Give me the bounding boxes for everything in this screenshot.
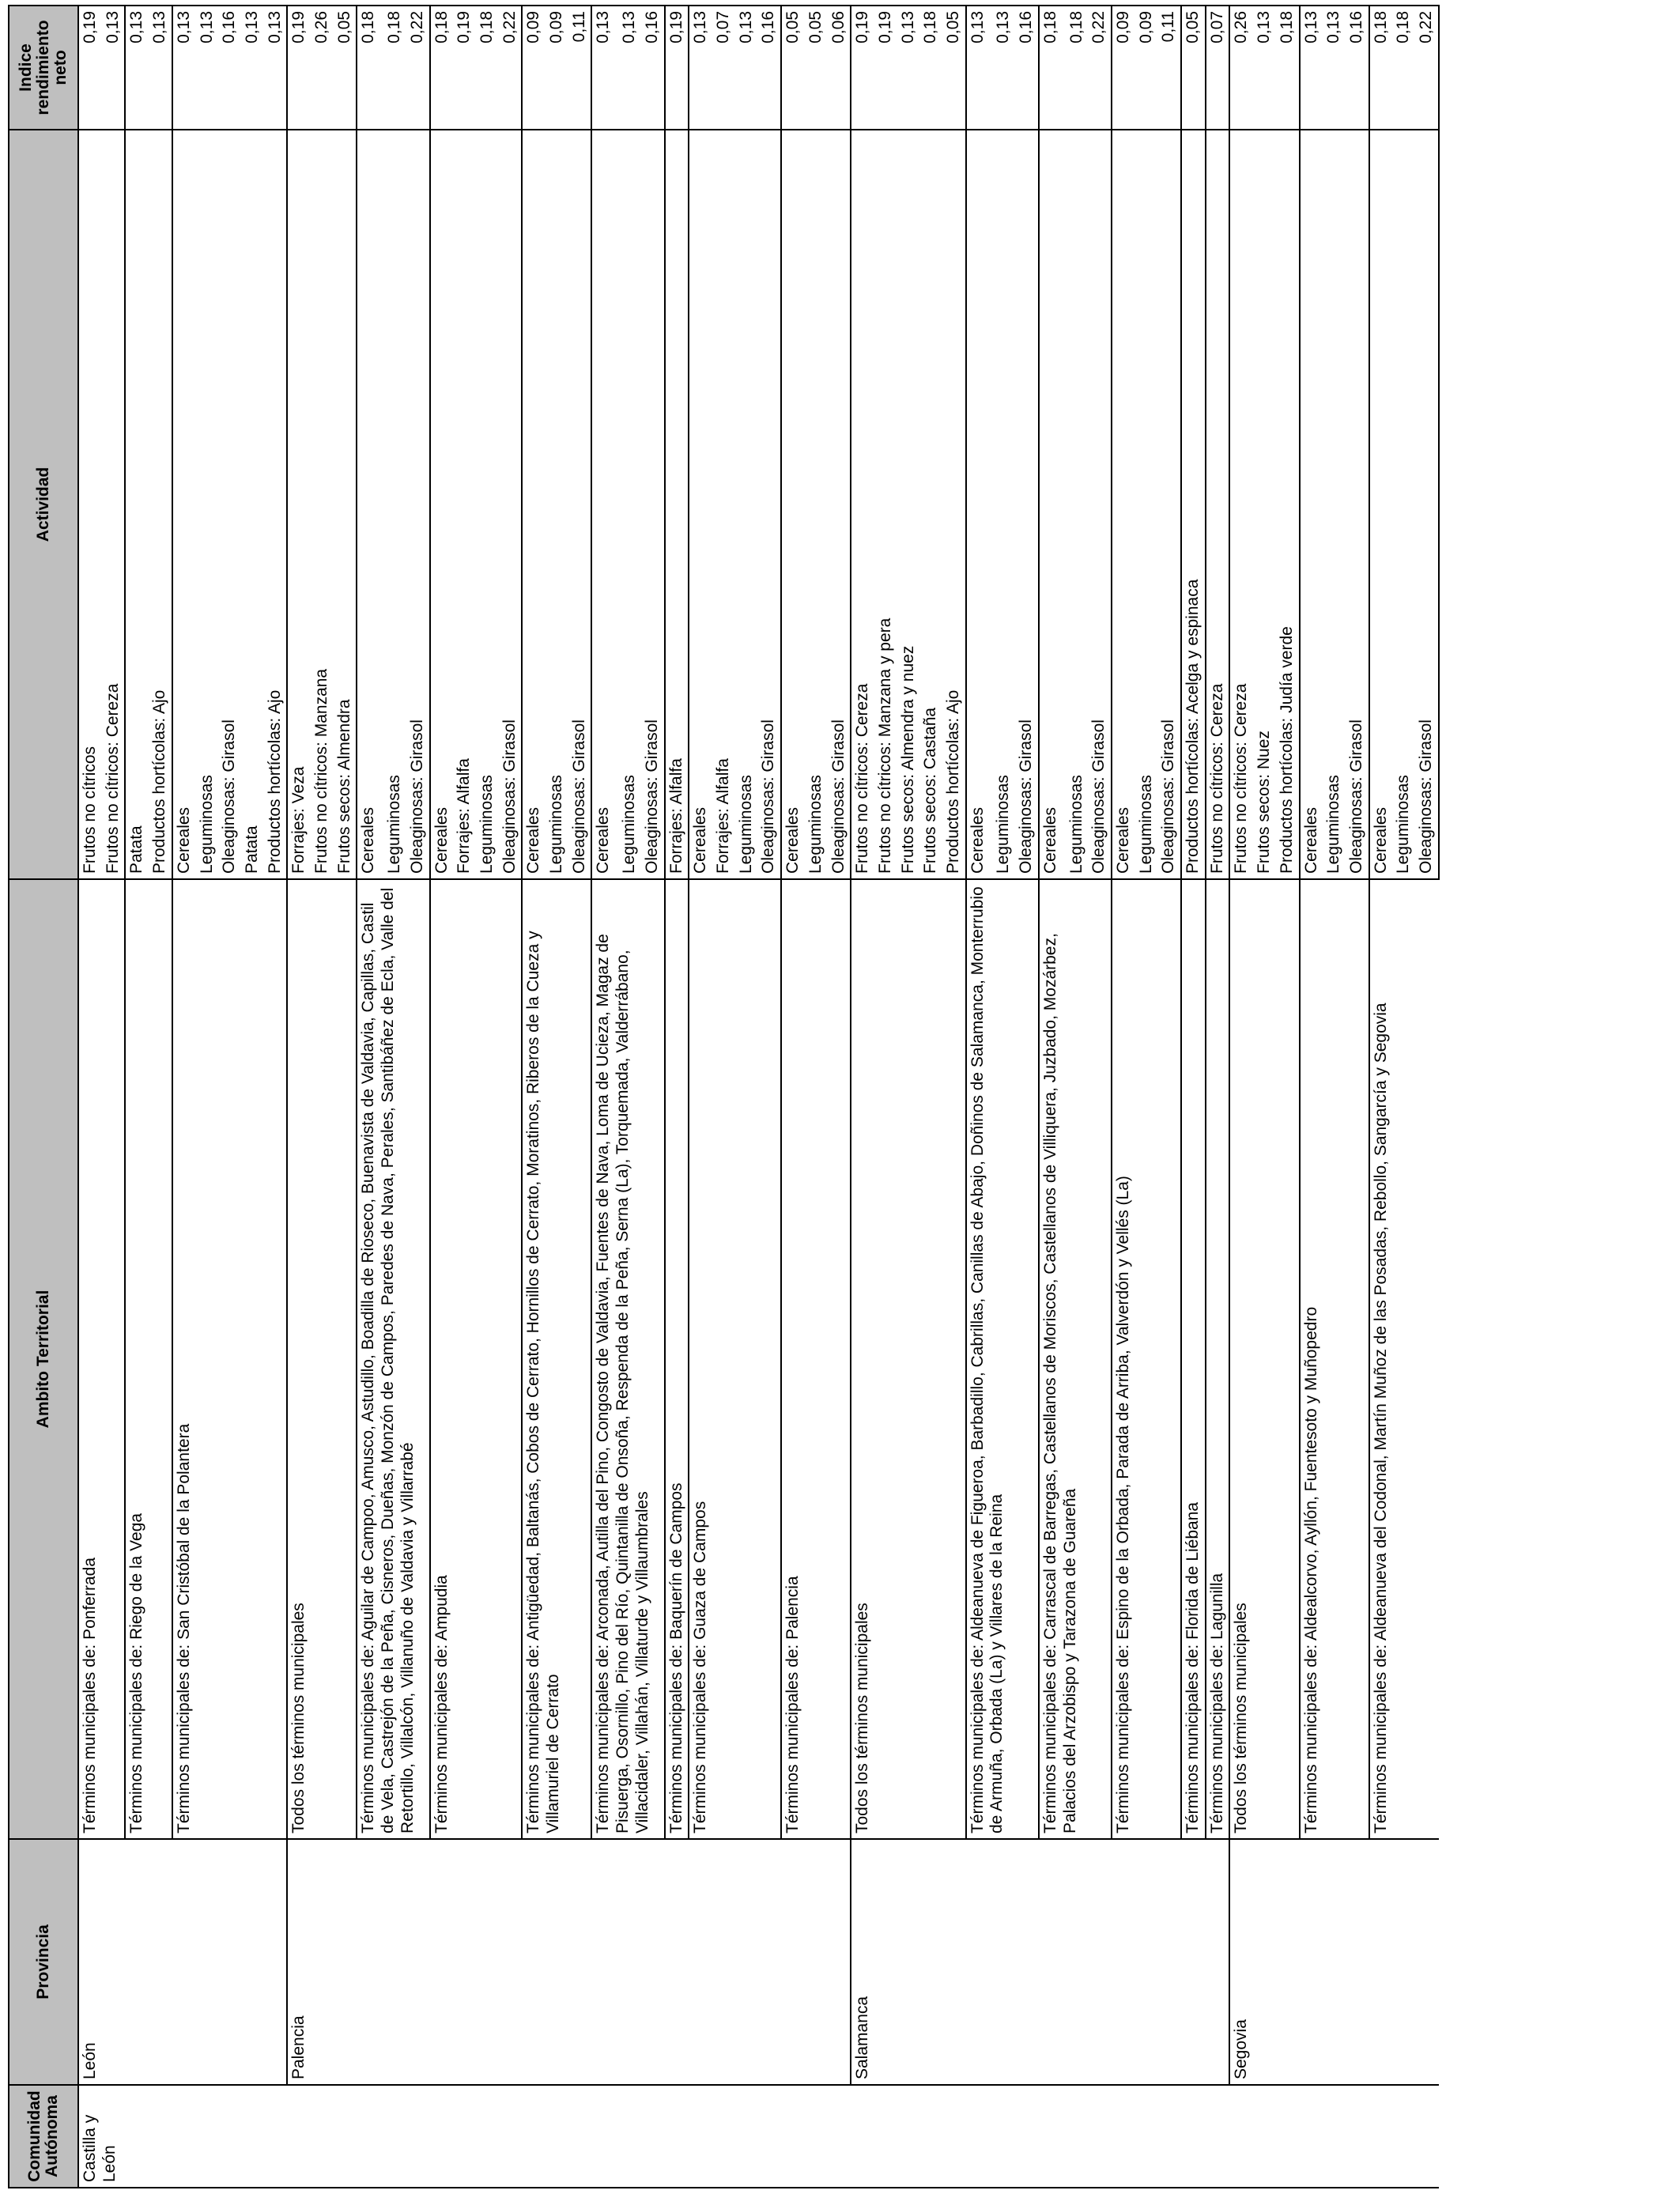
actividad-cell: Frutos secos: Almendra y nuez (897, 130, 920, 879)
comunidad-label: Castilla y León (81, 2114, 119, 2182)
ambito-cell (1039, 879, 1112, 1839)
actividad-cell: Cereales (591, 130, 615, 879)
actividad-cell: Productos hortícolas: Judía verde (1276, 130, 1300, 879)
actividad-cell: Oleaginosas: Girasol (218, 130, 241, 879)
indice-cell: 0,18 (383, 6, 406, 130)
indice-cell: 0,13 (897, 6, 920, 130)
ambito-cell (591, 879, 664, 1839)
actividad-cell: Oleaginosas: Girasol (1346, 130, 1369, 879)
indice-cell: 0,05 (942, 6, 966, 130)
actividad-cell: Cereales (172, 130, 196, 879)
indice-cell: 0,13 (196, 6, 219, 130)
ambito-cell (357, 879, 429, 1839)
indice-cell: 0,18 (1369, 6, 1393, 130)
ambito-text: Términos municipales de: Palencia (783, 1576, 802, 1833)
actividad-cell: Leguminosas (1323, 130, 1346, 879)
indice-cell: 0,16 (757, 6, 781, 130)
indice-cell: 0,16 (218, 6, 241, 130)
actividad-cell: Forrajes: Veza (287, 130, 311, 879)
indice-cell: 0,09 (522, 6, 546, 130)
actividad-cell: Frutos no cítricos: Cereza (1229, 130, 1253, 879)
indice-cell: 0,13 (125, 6, 149, 130)
provincia-label: Segovia (1232, 2019, 1251, 2079)
ambito-cell (1112, 879, 1181, 1839)
indice-cell: 0,18 (476, 6, 499, 130)
actividad-cell: Oleaginosas: Girasol (641, 130, 665, 879)
ambito-text: Términos municipales de: Guaza de Campos (691, 1501, 710, 1833)
actividad-cell: Frutos secos: Castaña (919, 130, 942, 879)
indice-cell: 0,16 (1015, 6, 1039, 130)
indice-cell: 0,09 (1135, 6, 1158, 130)
actividad-cell: Cereales (689, 130, 712, 879)
actividad-cell: Cereales (1039, 130, 1063, 879)
actividad-cell: Leguminosas (735, 130, 758, 879)
ambito-text: Términos municipales de: Riego de la Vega (127, 1512, 146, 1833)
actividad-cell: Frutos no cítricos: Manzana y pera (874, 130, 897, 879)
indice-cell: 0,07 (1206, 6, 1230, 130)
actividad-cell: Productos hortícolas: Acelga y espinaca (1181, 130, 1206, 879)
provincia-cell (1229, 1839, 1438, 2085)
ambito-text: Términos municipales de: Aldeanueva de Figueroa, Barbadillo, Cabrillas, Canillas de Abajo, Doñinos de Salamanca, Monterrubio de Armuña, Orbada (La) y Villares de la Reina (968, 886, 1006, 1833)
provincia-label: León (81, 2042, 99, 2079)
ambito-cell (1229, 879, 1299, 1839)
indice-cell: 0,26 (311, 6, 334, 130)
ambito-text: Términos municipales de: Arconada, Autilla del Pino, Congosto de Valdavia, Fuentes de Nava, Loma de Ucieza, Magaz de Pisuerga, Osornillo, Pino del Río, Quintanilla de Onsoña, Respenda de la Peña, Serna (La), Torquemada, Valderrábano, Villacidaler, Villahán, Villaturde y Villaumbrales (594, 934, 651, 1833)
ambito-text: Todos los términos municipales (853, 1603, 872, 1833)
header-actividad: Actividad (9, 130, 78, 879)
indice-cell: 0,13 (241, 6, 264, 130)
ambito-text: Términos municipales de: Aguilar de Campoo, Amusco, Astudillo, Boadilla de Rioseco, Buenavista de Valdavia, Capillas, Castil de Vela, Castrejón de la Peña, Cisneros, Dueñas, Monzón de Campos, Paredes de Nava, Perales, Santibáñez de Ecla, Valle del Retortillo, Villalcón, Villanuño de Valdavia y Villarrabé (359, 887, 417, 1833)
actividad-cell: Leguminosas (546, 130, 568, 879)
ambito-cell (1369, 879, 1439, 1839)
indice-cell: 0,22 (406, 6, 430, 130)
indice-cell: 0,05 (1181, 6, 1206, 130)
indice-cell: 0,05 (334, 6, 357, 130)
actividad-cell: Cereales (1369, 130, 1393, 879)
indice-cell: 0,13 (264, 6, 288, 130)
indice-cell: 0,19 (78, 6, 102, 130)
ambito-cell (430, 879, 523, 1839)
actividad-cell: Leguminosas (618, 130, 641, 879)
actividad-cell: Oleaginosas: Girasol (1015, 130, 1039, 879)
indice-cell: 0,22 (499, 6, 523, 130)
header-indice: Indice rendimiento neto (9, 6, 78, 130)
actividad-cell: Oleaginosas: Girasol (757, 130, 781, 879)
ambito-text: Términos municipales de: Aldealcorvo, Ayllón, Fuentesoto y Muñopedro (1301, 1306, 1320, 1833)
actividad-cell: Productos hortícolas: Ajo (264, 130, 288, 879)
ambito-text: Términos municipales de: Espino de la Orbada, Parada de Arriba, Valverdón y Vellés (La) (1113, 1176, 1132, 1833)
indice-cell: 0,13 (966, 6, 990, 130)
indice-cell: 0,06 (828, 6, 851, 130)
actividad-cell: Cereales (966, 130, 990, 879)
actividad-cell: Patata (241, 130, 264, 879)
ambito-cell (851, 879, 966, 1839)
ambito-cell (522, 879, 591, 1839)
actividad-cell: Leguminosas (1392, 130, 1415, 879)
actividad-cell: Leguminosas (196, 130, 219, 879)
indice-cell: 0,18 (1039, 6, 1063, 130)
actividad-cell: Oleaginosas: Girasol (1157, 130, 1181, 879)
table-row (78, 6, 102, 2188)
rendimiento-table (8, 5, 1440, 2188)
provincia-cell (78, 1839, 287, 2085)
indice-cell: 0,18 (430, 6, 454, 130)
ambito-cell (966, 879, 1039, 1839)
indice-cell: 0,22 (1415, 6, 1439, 130)
actividad-cell: Oleaginosas: Girasol (499, 130, 523, 879)
indice-cell: 0,11 (568, 6, 592, 130)
actividad-cell: Frutos secos: Almendra (334, 130, 357, 879)
actividad-cell: Cereales (1300, 130, 1323, 879)
header-comunidad: Comunidad Autónoma (9, 2085, 78, 2188)
actividad-cell: Productos hortícolas: Ajo (149, 130, 172, 879)
actividad-cell: Patata (125, 130, 149, 879)
ambito-text: Términos municipales de: Aldeanueva del Codonal, Martín Muñoz de las Posadas, Rebollo, Sangarcía y Segovia (1371, 1003, 1390, 1833)
rotated-page (8, 6, 1660, 2188)
provincia-label: Palencia (289, 2015, 308, 2079)
ambito-text: Términos municipales de: Ponferrada (81, 1557, 99, 1833)
indice-cell: 0,19 (874, 6, 897, 130)
actividad-cell: Leguminosas (383, 130, 406, 879)
indice-cell: 0,05 (805, 6, 828, 130)
ambito-cell (665, 879, 689, 1839)
indice-cell: 0,07 (712, 6, 735, 130)
indice-cell: 0,22 (1088, 6, 1112, 130)
actividad-cell: Frutos no cítricos: Cereza (102, 130, 126, 879)
ambito-text: Todos los términos municipales (1232, 1603, 1251, 1833)
ambito-cell (287, 879, 357, 1839)
indice-cell: 0,05 (781, 6, 805, 130)
indice-cell: 0,11 (1157, 6, 1181, 130)
ambito-text: Todos los términos municipales (289, 1603, 308, 1833)
indice-cell: 0,13 (689, 6, 712, 130)
indice-cell: 0,13 (1253, 6, 1276, 130)
indice-cell: 0,09 (1112, 6, 1135, 130)
ambito-cell (781, 879, 851, 1839)
ambito-text: Términos municipales de: San Cristóbal de la Polantera (174, 1423, 193, 1833)
actividad-cell: Cereales (1112, 130, 1135, 879)
actividad-cell: Frutos secos: Nuez (1253, 130, 1276, 879)
table-row (287, 6, 311, 2188)
indice-cell: 0,13 (591, 6, 615, 130)
actividad-cell: Frutos no cítricos: Cereza (1206, 130, 1230, 879)
header-ambito: Ambito Territorial (9, 879, 78, 1839)
ambito-text: Términos municipales de: Ampudia (432, 1575, 451, 1833)
ambito-text: Términos municipales de: Baquerín de Campos (666, 1482, 685, 1833)
actividad-cell: Frutos no cítricos: Cereza (851, 130, 874, 879)
actividad-cell: Leguminosas (1135, 130, 1158, 879)
indice-cell: 0,19 (665, 6, 689, 130)
indice-cell: 0,18 (1066, 6, 1089, 130)
actividad-cell: Oleaginosas: Girasol (1415, 130, 1439, 879)
provincia-label: Salamanca (853, 1996, 872, 2079)
ambito-cell (1206, 879, 1230, 1839)
indice-cell: 0,13 (172, 6, 196, 130)
actividad-cell: Cereales (781, 130, 805, 879)
indice-cell: 0,13 (618, 6, 641, 130)
actividad-cell: Leguminosas (992, 130, 1015, 879)
actividad-cell: Oleaginosas: Girasol (406, 130, 430, 879)
ambito-cell (1300, 879, 1369, 1839)
ambito-text: Términos municipales de: Florida de Liébana (1184, 1501, 1202, 1833)
provincia-cell (287, 1839, 851, 2085)
ambito-text: Términos municipales de: Carrascal de Barregas, Castellanos de Moriscos, Castellanos de Villiquera, Juzbado, Mozárbez, Palacios del Arzobispo y Tarazona de Guareña (1040, 933, 1079, 1833)
indice-cell: 0,19 (851, 6, 874, 130)
actividad-cell: Frutos no cítricos: Manzana (311, 130, 334, 879)
indice-cell: 0,13 (149, 6, 172, 130)
indice-cell: 0,13 (102, 6, 126, 130)
indice-cell: 0,18 (1392, 6, 1415, 130)
indice-cell: 0,18 (919, 6, 942, 130)
indice-cell: 0,18 (357, 6, 380, 130)
actividad-cell: Productos hortícolas: Ajo (942, 130, 966, 879)
indice-cell: 0,18 (1276, 6, 1300, 130)
indice-cell: 0,13 (1300, 6, 1323, 130)
ambito-cell (689, 879, 781, 1839)
comunidad-cell (78, 2085, 1439, 2188)
indice-cell: 0,13 (735, 6, 758, 130)
actividad-cell: Forrajes: Alfalfa (665, 130, 689, 879)
ambito-cell (1181, 879, 1206, 1839)
actividad-cell: Forrajes: Alfalfa (712, 130, 735, 879)
table-row (851, 6, 874, 2188)
indice-cell: 0,09 (546, 6, 568, 130)
ambito-cell (78, 879, 125, 1839)
header-provincia: Provincia (9, 1839, 78, 2085)
actividad-cell: Frutos no cítricos (78, 130, 102, 879)
table-row (1229, 6, 1253, 2188)
table-body (78, 6, 1439, 2188)
actividad-cell: Oleaginosas: Girasol (828, 130, 851, 879)
actividad-cell: Oleaginosas: Girasol (568, 130, 592, 879)
actividad-cell: Leguminosas (476, 130, 499, 879)
actividad-cell: Leguminosas (805, 130, 828, 879)
actividad-cell: Forrajes: Alfalfa (453, 130, 476, 879)
ambito-cell (125, 879, 172, 1839)
provincia-cell (851, 1839, 1229, 2085)
indice-cell: 0,13 (1323, 6, 1346, 130)
actividad-cell: Cereales (357, 130, 380, 879)
ambito-text: Términos municipales de: Lagunilla (1207, 1573, 1226, 1833)
actividad-cell: Oleaginosas: Girasol (1088, 130, 1112, 879)
indice-cell: 0,13 (992, 6, 1015, 130)
actividad-cell: Leguminosas (1066, 130, 1089, 879)
indice-cell: 0,26 (1229, 6, 1253, 130)
header-row (9, 6, 78, 2188)
indice-cell: 0,19 (453, 6, 476, 130)
indice-cell: 0,16 (1346, 6, 1369, 130)
indice-cell: 0,19 (287, 6, 311, 130)
indice-cell: 0,16 (641, 6, 665, 130)
ambito-cell (172, 879, 288, 1839)
actividad-cell: Cereales (522, 130, 546, 879)
actividad-cell: Cereales (430, 130, 454, 879)
ambito-text: Términos municipales de: Antigüedad, Baltanás, Cobos de Cerrato, Hornillos de Cerrato, Moratinos, Riberos de la Cueza y Villamuriel de Cerrato (524, 931, 563, 1833)
